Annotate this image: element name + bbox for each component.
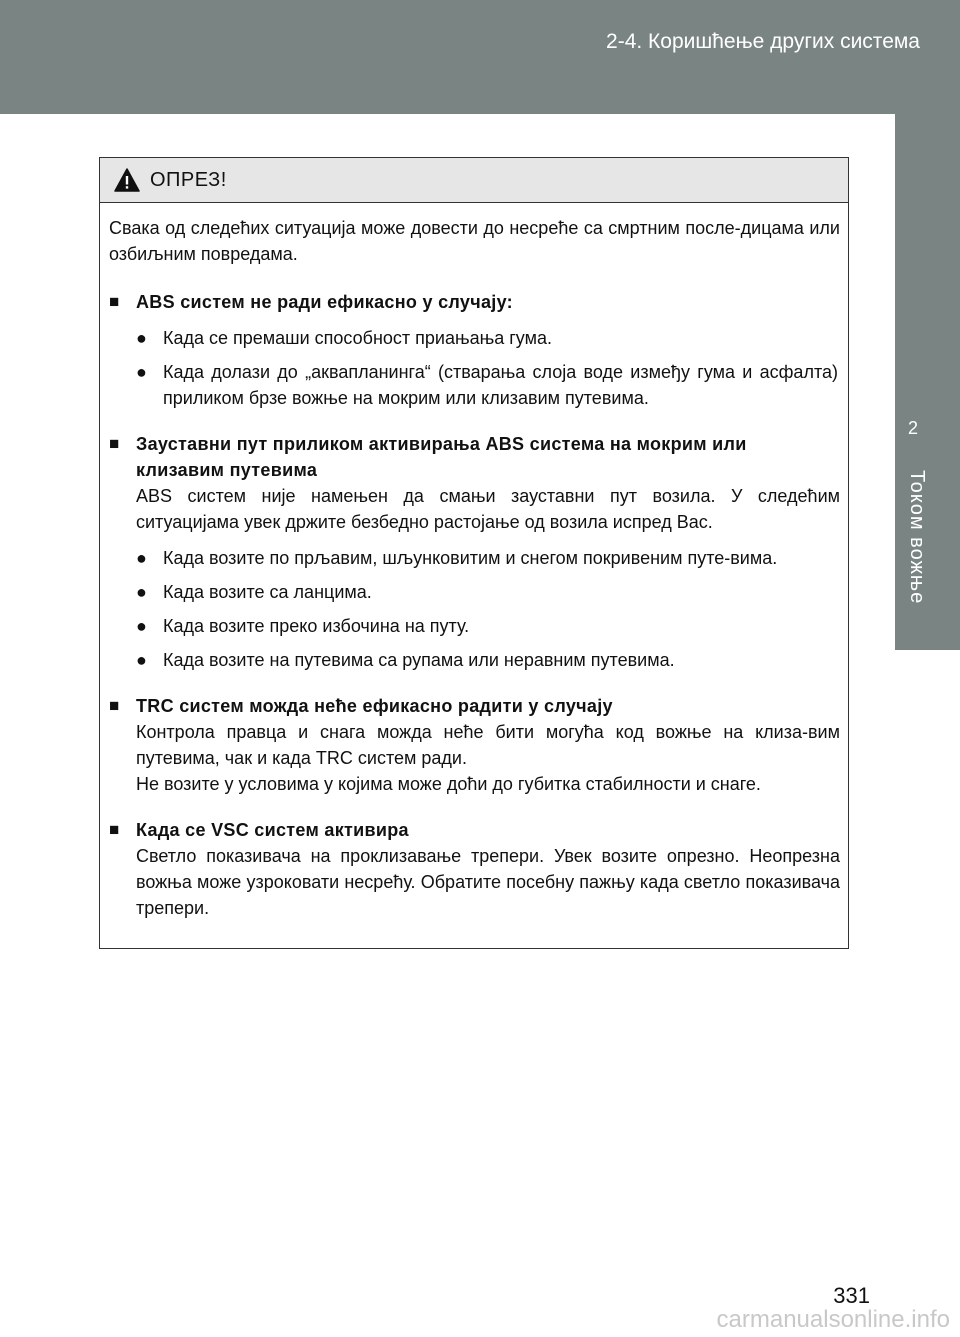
bullet-text: Када возите на путевима са рупама или неравним путевима. [163,650,675,670]
bullet-item [109,647,840,673]
section-title-text: Када се VSC систем активира [136,820,409,840]
square-bullet-icon: ■ [109,434,120,453]
section-heading [109,817,840,843]
section-title-text: TRC систем можда неће ефикасно радити у случају [136,696,613,716]
bullet-text: Када возите по прљавим, шљунковитим и снегом покривеним путе-вима. [163,548,778,568]
bullet-item [109,545,840,571]
bullet-item [109,613,840,639]
chapter-label: Током вожње [906,470,928,605]
section-heading [109,431,840,483]
bullet-text: Када долази до „аквапланинга“ (стварања слоја воде између гума и асфалта) приликом брзе вожње на мокрим или клизавим путевима. [163,362,838,408]
round-bullet-icon: ● [136,362,147,382]
caution-section [109,817,840,921]
chapter-number: 2 [907,418,918,438]
section-heading [109,693,840,719]
bullet-text: Када се премаши способност приањања гума. [163,328,552,348]
round-bullet-icon: ● [136,582,147,602]
bullet-list [109,325,840,411]
bullet-text: Када возите преко избочина на путу. [163,616,470,636]
section-title: 2-4. Коришћење других система [606,30,920,53]
section-title-text: ABS систем не ради ефикасно у случају: [136,292,513,312]
bullet-list [109,545,840,673]
bullet-text: Када возите са ланцима. [163,582,372,602]
warning-triangle-icon [114,168,140,192]
round-bullet-icon: ● [136,328,147,348]
page-number: 331 [833,1283,870,1308]
square-bullet-icon: ■ [109,696,120,715]
header-band [0,0,960,114]
bullet-item [109,579,840,605]
bullet-item [109,325,840,351]
caution-box [99,157,849,949]
caution-section [109,431,840,673]
round-bullet-icon: ● [136,548,147,568]
section-text: Не возите у условима у којима може доћи до губитка стабилности и снаге. [136,774,761,794]
caution-section [109,289,840,411]
caution-body [100,203,848,921]
square-bullet-icon: ■ [109,292,120,311]
bullet-item [109,359,840,411]
caution-section [109,693,840,797]
section-text: ABS систем није намењен да смањи зауставни пут возила. У следећим ситуацијама увек држите безбедно растојање од возила испред Вас. [136,486,840,532]
round-bullet-icon: ● [136,616,147,636]
caution-header [100,158,848,203]
section-text: Контрола правца и снага можда неће бити могућа код вожње на клиза-вим путевима, чак и када TRC систем ради. [136,722,840,768]
section-text: Светло показивача на проклизавање трепери. Увек возите опрезно. Неопрезна вожња може узроковати несрећу. Обратите посебну пажњу када светло показивача трепери. [136,846,840,918]
section-title-text: Зауставни пут приликом активирања ABS система на мокрим или клизавим путевима [136,434,747,480]
caution-sections [109,289,840,921]
section-heading [109,289,840,315]
watermark: carmanualsonline.info [716,1306,950,1333]
square-bullet-icon: ■ [109,820,120,839]
caution-title: ОПРЕЗ! [150,168,227,191]
caution-intro: Свака од следећих ситуација може довести до несреће са смртним после-дицама или озбиљним повредама. [109,218,840,264]
round-bullet-icon: ● [136,650,147,670]
